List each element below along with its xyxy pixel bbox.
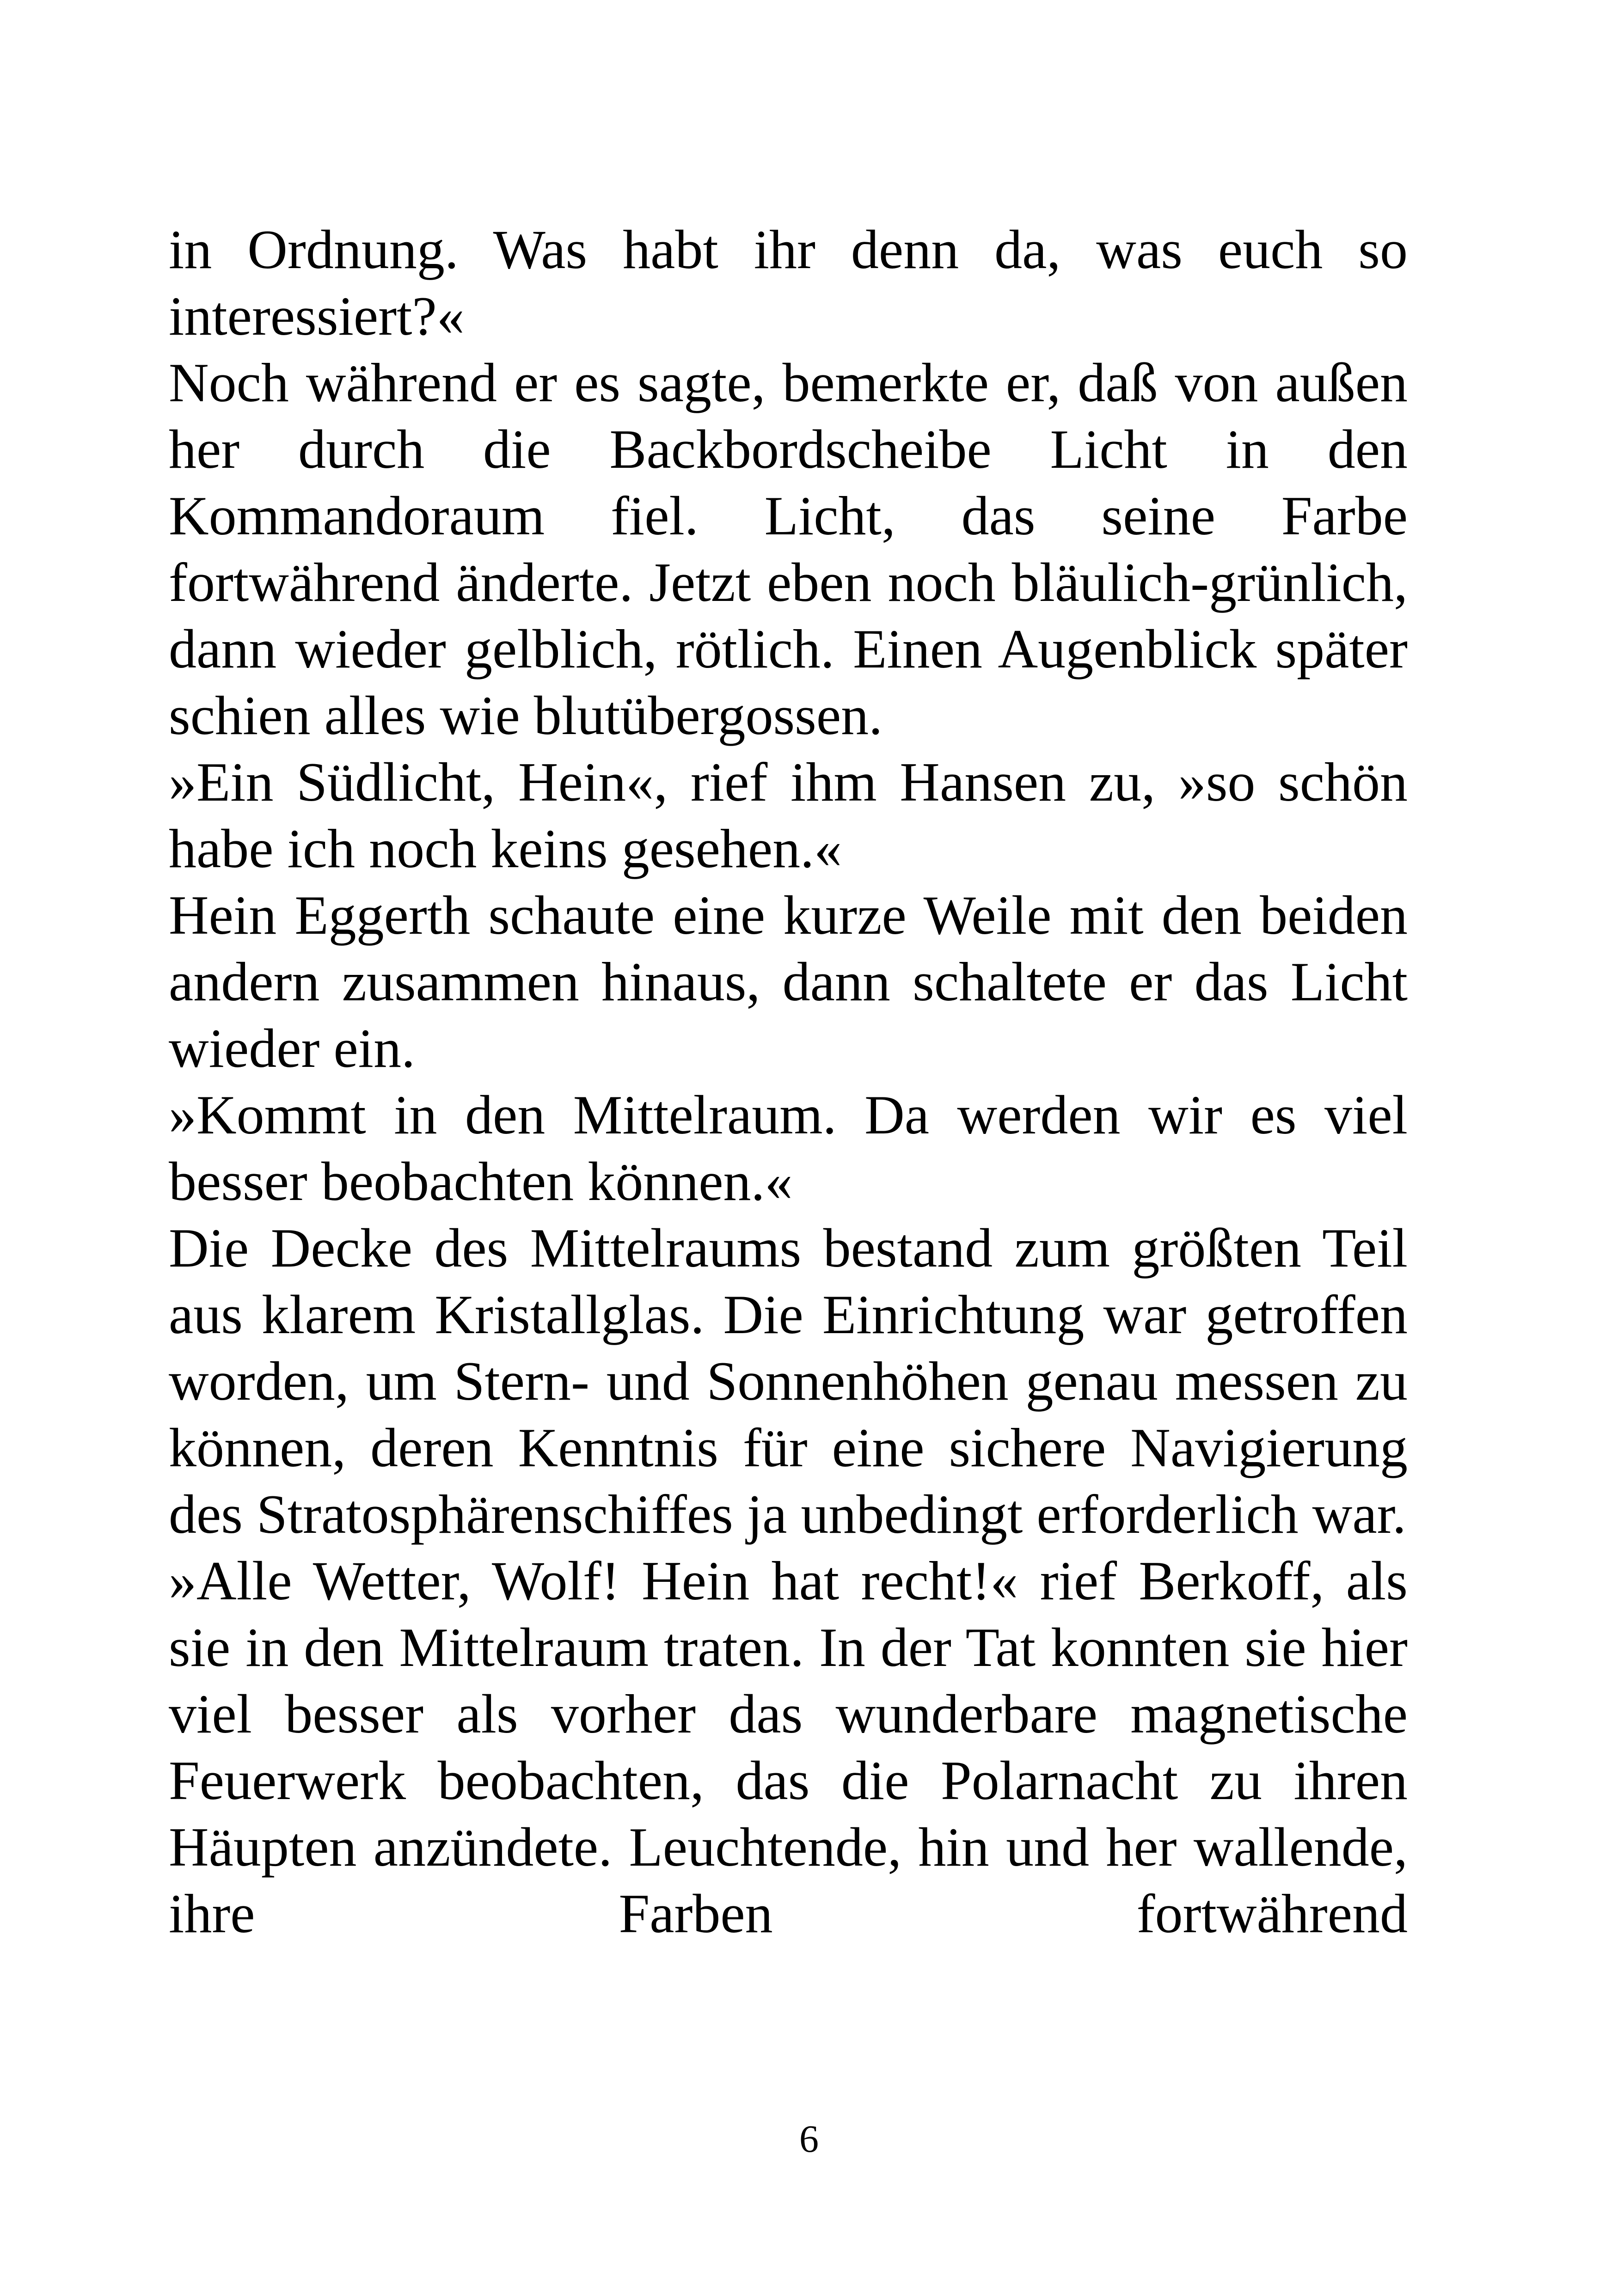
body-text [169, 216, 1408, 1947]
paragraph-4: Hein Eggerth schaute eine kurze Weile mit den beiden andern zusammen hinaus, dann schaltete er das Licht wieder ein. [169, 884, 1408, 1079]
paragraph-2: Noch während er es sagte, bemerkte er, daß von außen her durch die Backbordscheibe Licht in den Kommandoraum fiel. Licht, das seine Farbe fortwährend änderte. Jetzt eben noch bläulich-grünlich, dann wieder gelblich, rötlich. Einen Augenblick später schien alles wie blutübergossen. [169, 352, 1408, 746]
paragraph-5: »Kommt in den Mittelraum. Da werden wir es viel besser beobachten können.« [169, 1084, 1408, 1212]
paragraph-7: »Alle Wetter, Wolf! Hein hat recht!« rief Berkoff, als sie in den Mittelraum traten. In der Tat konnten sie hier viel besser als vorher das wunderbare magnetische Feuerwerk beobachten, das die Polarnacht zu ihren Häupten anzündete. Leuchtende, hin und her wallende, ihre Farben fortwährend [169, 1550, 1408, 1944]
paragraph-6: Die Decke des Mittelraums bestand zum größten Teil aus klarem Kristallglas. Die Einrichtung war getroffen worden, um Stern- und Sonnenhöhen genau messen zu können, deren Kenntnis für eine sichere Navigierung des Stratosphärenschiffes ja unbedingt erforderlich war. [169, 1217, 1408, 1545]
paragraph-3: »Ein Südlicht, Hein«, rief ihm Hansen zu, »so schön habe ich noch keins gesehen.« [169, 751, 1408, 879]
paragraph-1: in Ordnung. Was habt ihr denn da, was euch so interessiert?« [169, 219, 1408, 347]
page-number: 6 [799, 2118, 819, 2161]
